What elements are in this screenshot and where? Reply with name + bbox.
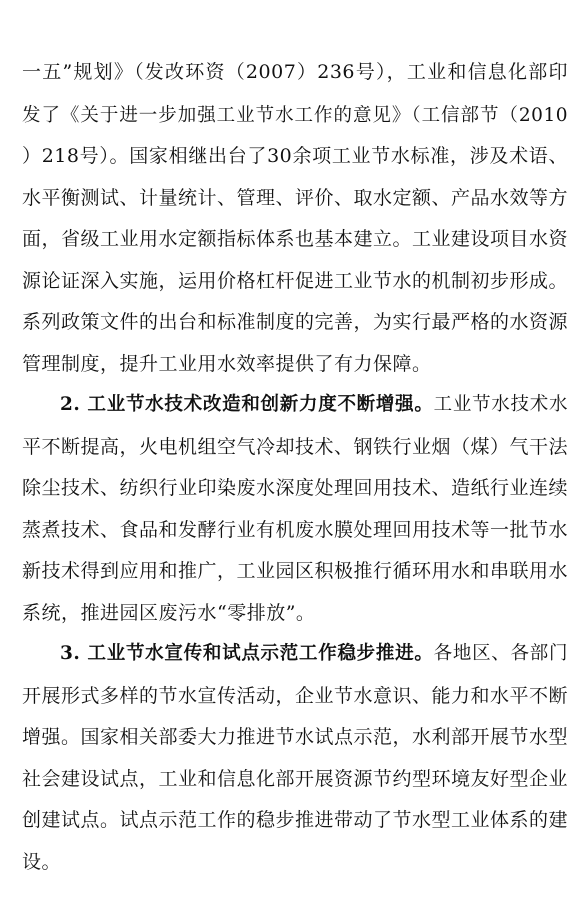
text-line: 系列政策文件的出台和标准制度的完善，为实行最严格的水资源 [22,311,568,333]
text-line: 管理制度，提升工业用水效率提供了有力保障。 [22,353,432,375]
section-heading-rest: 各地区、各部门 [433,643,568,664]
text-line: 水平衡测试、计量统计、管理、评价、取水定额、产品水效等方 [22,187,568,209]
text-line: 新技术得到应用和推广，工业园区积极推行循环用水和串联用水 [22,560,568,582]
text-line: 蒸煮技术、食品和发酵行业有机废水膜处理回用技术等一批节水 [22,519,568,541]
text-line: 发了《关于进一步加强工业节水工作的意见》（工信部节（2010 [22,105,568,126]
section-heading: 2. 工业节水技术改造和创新力度不断增强。 [60,394,434,415]
section-heading-line [60,639,568,669]
text-line: 增强。国家相关部委大力推进节水试点示范，水利部开展节水型 [22,726,568,748]
text-line: 社会建设试点，工业和信息化部开展资源节约型环境友好型企业 [22,768,568,790]
text-line: 设。 [22,851,62,873]
section-heading-rest: 工业节水技术水 [433,394,568,415]
text-line: 一五”规划》（发改环资（2007）236号），工业和信息化部印 [22,61,568,83]
text-line: 开展形式多样的节水宣传活动，企业节水意识、能力和水平不断 [22,685,568,707]
text-line: 平不断提高，火电机组空气冷却技术、钢铁行业烟（煤）气干法 [22,436,568,458]
text-line: 除尘技术、纺织行业印染废水深度处理回用技术、造纸行业连续 [22,477,568,499]
text-line: ）218号）。国家相继出台了30余项工业节水标准，涉及术语、 [22,145,568,167]
text-line: 面，省级工业用水定额指标体系也基本建立。工业建设项目水资 [22,228,568,250]
section-heading-line [60,390,568,420]
section-heading: 3. 工业节水宣传和试点示范工作稳步推进。 [60,643,434,664]
text-line: 创建试点。试点示范工作的稳步推进带动了节水型工业体系的建 [22,809,568,831]
text-line: 系统，推进园区废污水“零排放”。 [22,602,316,624]
text-line: 源论证深入实施，运用价格杠杆促进工业节水的机制初步形成。 [22,270,568,292]
